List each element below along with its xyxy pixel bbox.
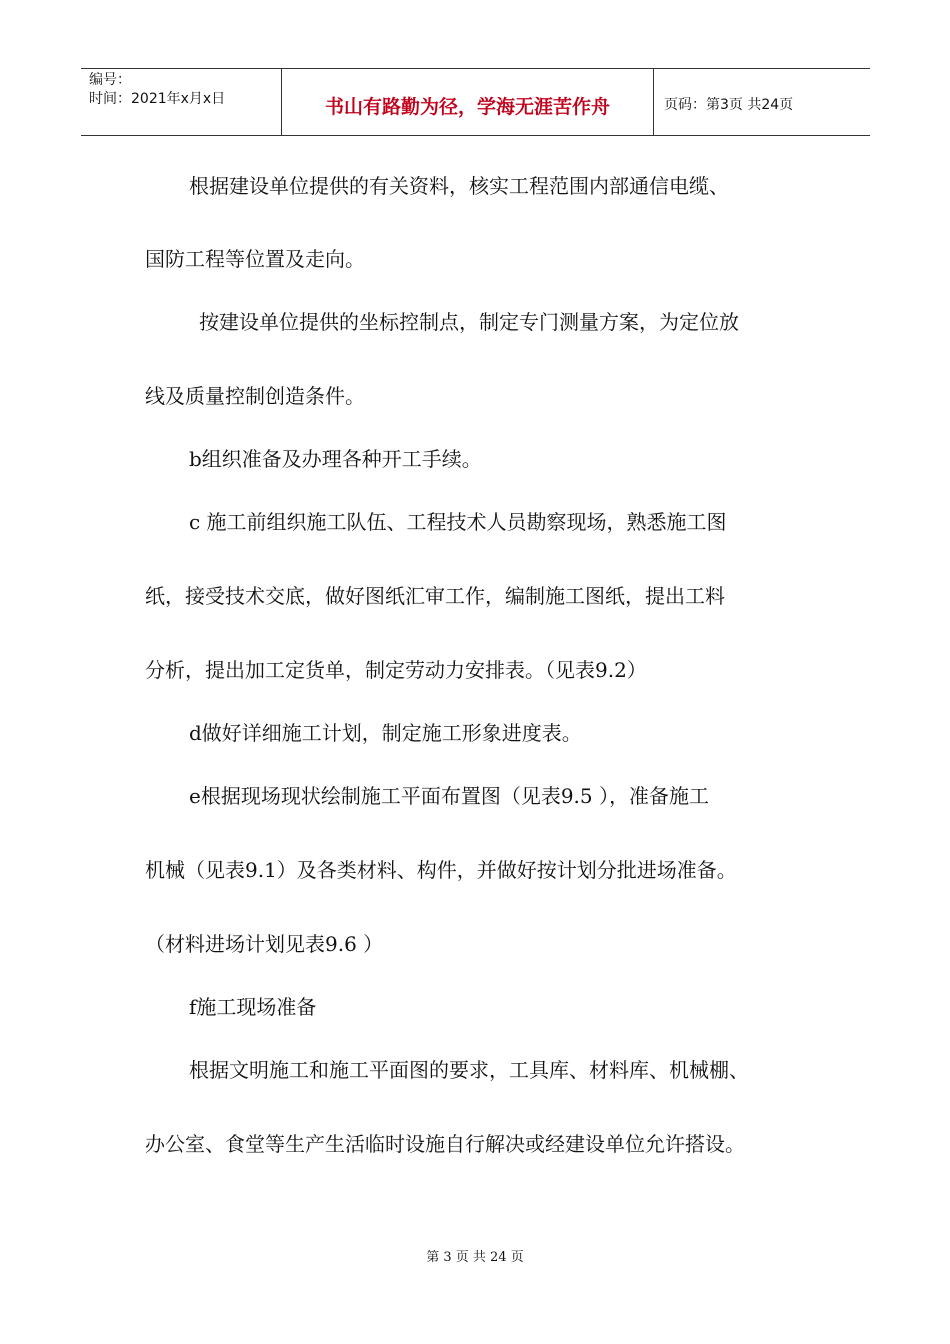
- body-line-2: 国防工程等位置及走向。: [145, 247, 365, 271]
- body-line-12: （材料进场计划见表9.6 ）: [145, 932, 384, 956]
- body-line-4: 线及质量控制创造条件。: [145, 384, 365, 408]
- footer-page-number: 第 3 页 共 24 页: [426, 1250, 524, 1265]
- document-number-label: 编号：: [89, 72, 131, 88]
- body-line-8: 分析，提出加工定货单，制定劳动力安排表。（见表9.2）: [145, 658, 647, 682]
- body-line-15: 办公室、食堂等生产生活临时设施自行解决或经建设单位允许搭设。: [145, 1132, 745, 1156]
- body-line-11: 机械（见表9.1）及各类材料、构件，并做好按计划分批进场准备。: [145, 858, 737, 882]
- header-meta-cell: [81, 69, 282, 135]
- header-page-info: 页码：第3页 共24页: [664, 97, 794, 113]
- body-line-7: 纸，接受技术交底，做好图纸汇审工作，编制施工图纸，提出工料: [145, 584, 725, 608]
- body-line-1: 根据建设单位提供的有关资料，核实工程范围内部通信电缆、: [189, 174, 729, 198]
- body-line-6: c 施工前组织施工队伍、工程技术人员勘察现场，熟悉施工图: [189, 510, 727, 534]
- body-line-9: d做好详细施工计划，制定施工形象进度表。: [189, 721, 582, 745]
- header-motto: 书山有路勤为径，学海无涯苦作舟: [282, 69, 654, 135]
- body-line-13: f施工现场准备: [189, 995, 317, 1019]
- document-header: [81, 68, 870, 136]
- body-line-3: 按建设单位提供的坐标控制点，制定专门测量方案，为定位放: [199, 310, 739, 334]
- body-line-5: b组织准备及办理各种开工手续。: [189, 447, 482, 471]
- body-line-14: 根据文明施工和施工平面图的要求，工具库、材料库、机械棚、: [189, 1058, 749, 1082]
- body-line-10: e根据现场现状绘制施工平面布置图（见表9.5 ），准备施工: [189, 784, 709, 808]
- document-date: 时间：2021年x月x日: [89, 91, 226, 107]
